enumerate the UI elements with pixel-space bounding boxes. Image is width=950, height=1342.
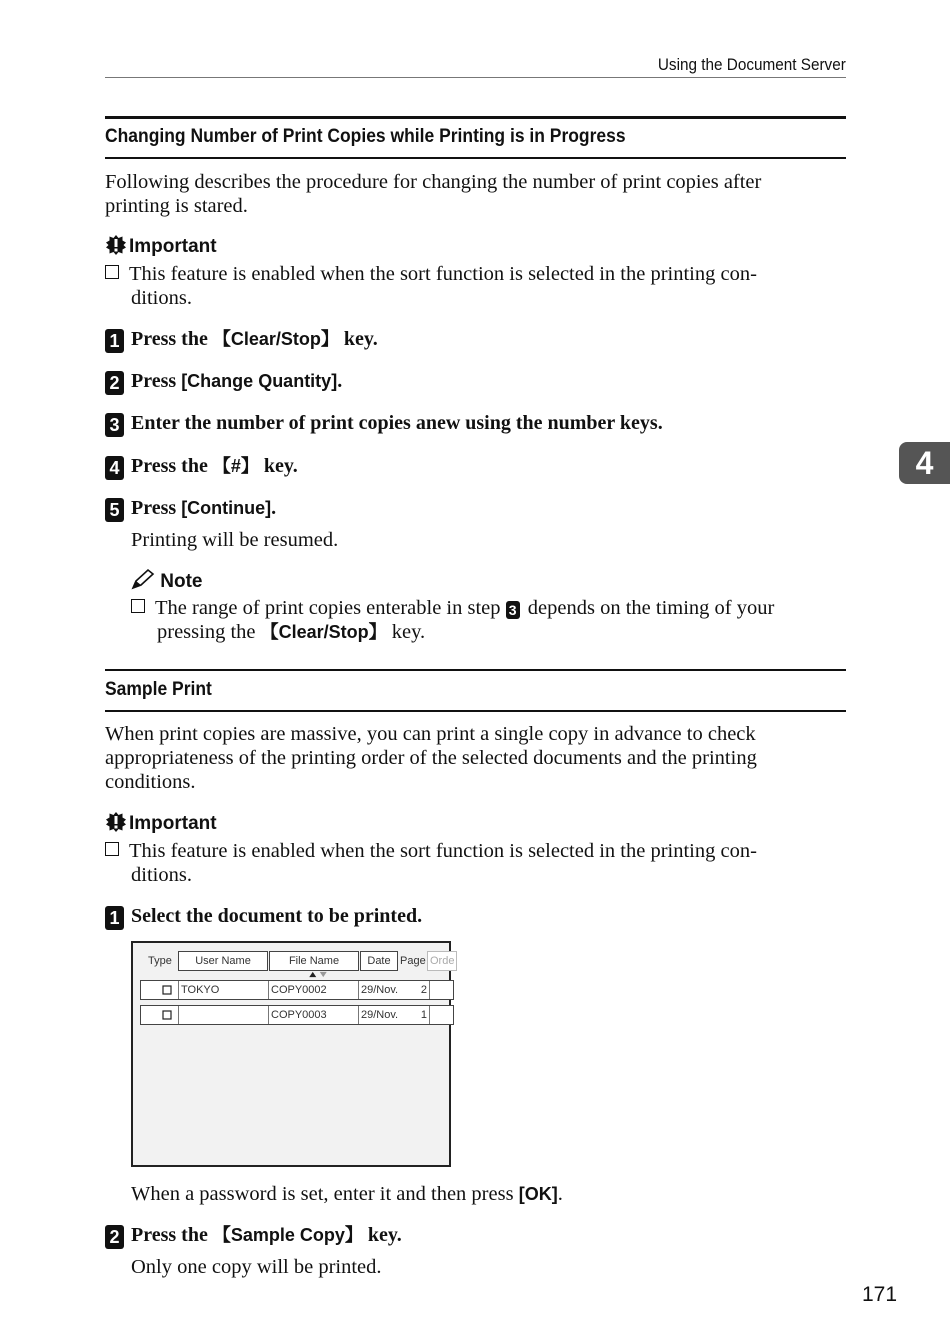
- intro-line: appropriateness of the printing order of the selected documents and the printing: [105, 747, 757, 769]
- note-text: depends on the timing of your: [522, 597, 775, 619]
- important-text: This feature is enabled when the sort function is selected in the printing con-: [129, 840, 757, 862]
- step-number-icon: 3: [105, 413, 124, 437]
- document-icon: [162, 1010, 172, 1020]
- step-text: key.: [258, 455, 298, 477]
- chapter-tab: 4: [899, 442, 950, 484]
- step-number-icon: 2: [105, 1225, 124, 1249]
- intro-line: Following describes the procedure for changing the number of print copies after: [105, 171, 762, 193]
- order-column-header[interactable]: Orde: [427, 951, 457, 971]
- intro-line: conditions.: [105, 771, 196, 793]
- date-cell: 29/Nov.: [358, 1006, 401, 1024]
- step-text: Select the document to be printed.: [131, 905, 423, 927]
- result-text: Only one copy will be printed.: [131, 1256, 382, 1278]
- user-name-cell: TOKYO: [178, 981, 267, 999]
- step-4: [105, 453, 298, 480]
- important-item: [105, 839, 850, 887]
- intro-line: When print copies are massive, you can print a single copy in advance to check: [105, 723, 756, 745]
- step-select-document: [105, 903, 422, 930]
- document-list-screenshot: [131, 941, 455, 1167]
- user-name-column-header[interactable]: User Name: [178, 951, 268, 971]
- change-quantity-key: [Change Quantity]: [181, 371, 338, 391]
- user-name-cell: [178, 1006, 267, 1024]
- section-top-rule: [105, 116, 846, 119]
- intro-paragraph: [105, 170, 850, 218]
- clear-stop-key: 【Clear/Stop】: [260, 622, 387, 642]
- note-text: The range of print copies enterable in step: [155, 597, 506, 619]
- step-number-icon: 2: [105, 371, 124, 395]
- important-heading: [105, 234, 217, 258]
- continue-key: [Continue]: [181, 498, 272, 518]
- page-number: 171: [862, 1283, 898, 1306]
- date-cell: 29/Nov.: [358, 981, 401, 999]
- step-2: [105, 368, 342, 395]
- step-text: Enter the number of print copies anew using the number keys.: [131, 412, 663, 434]
- checkbox-icon: [105, 842, 119, 856]
- section-bottom-rule: [105, 710, 846, 712]
- running-title: Using the Document Server: [658, 55, 846, 74]
- step-text: key.: [338, 328, 378, 350]
- important-icon: [105, 811, 127, 833]
- note-text: key.: [386, 621, 426, 643]
- step-text: Press the: [131, 328, 213, 350]
- password-text: When a password is set, enter it and then press: [131, 1183, 519, 1205]
- step-text: Press: [131, 497, 182, 519]
- step-1: [105, 326, 378, 353]
- section-heading: Changing Number of Print Copies while Printing is in Progress: [105, 126, 626, 147]
- checkbox-icon: [131, 599, 145, 613]
- file-name-cell: COPY0002: [268, 981, 357, 999]
- intro-line: printing is stared.: [105, 195, 248, 217]
- step-number-icon: 5: [105, 498, 124, 522]
- table-row[interactable]: [140, 1005, 454, 1025]
- important-item: [105, 262, 850, 310]
- clear-stop-key: 【Clear/Stop】: [212, 329, 339, 349]
- table-row[interactable]: [140, 980, 454, 1000]
- date-column-header[interactable]: Date: [360, 951, 398, 971]
- important-label: Important: [129, 813, 217, 834]
- step-text: .: [337, 370, 343, 392]
- page-cell: 2: [403, 981, 430, 999]
- step-text: Press the: [131, 1224, 213, 1246]
- step-sample-copy: [105, 1222, 402, 1249]
- file-name-cell: COPY0003: [268, 1006, 357, 1024]
- important-icon: [105, 234, 127, 256]
- intro-paragraph: [105, 722, 850, 794]
- col-type-label: Type: [148, 955, 172, 967]
- note-text: pressing the: [157, 621, 261, 643]
- file-name-column-header[interactable]: File Name: [269, 951, 359, 971]
- resume-text: Printing will be resumed.: [131, 529, 339, 551]
- step-text: key.: [362, 1224, 402, 1246]
- password-instruction: [131, 1182, 563, 1206]
- checkbox-icon: [105, 265, 119, 279]
- step-number-icon: 4: [105, 456, 124, 480]
- sample-copy-key: 【Sample Copy】: [212, 1225, 363, 1245]
- step-number-icon: 1: [105, 906, 124, 930]
- note-heading: [131, 568, 203, 593]
- sort-arrows-icon: [308, 971, 328, 978]
- ok-key: [OK]: [518, 1184, 558, 1204]
- section-heading: Sample Print: [105, 679, 212, 700]
- step-number-icon: 1: [105, 329, 124, 353]
- header-rule: [105, 77, 846, 78]
- important-text: This feature is enabled when the sort function is selected in the printing con-: [129, 263, 757, 285]
- section-top-rule: [105, 669, 846, 671]
- hash-key: 【#】: [212, 456, 259, 476]
- important-label: Important: [129, 236, 217, 257]
- document-icon: [162, 985, 172, 995]
- note-item: [131, 596, 851, 644]
- password-text: .: [557, 1183, 563, 1205]
- page-cell: 1: [403, 1006, 430, 1024]
- step-5: [105, 495, 276, 522]
- step-text: Press the: [131, 455, 213, 477]
- col-page-label: Page: [400, 955, 426, 967]
- note-label: Note: [160, 571, 203, 592]
- important-text: ditions.: [131, 287, 192, 309]
- step-3: [105, 410, 663, 437]
- important-text: ditions.: [131, 864, 192, 886]
- step-text: Press: [131, 370, 182, 392]
- section-bottom-rule: [105, 157, 846, 159]
- step-ref-icon: 3: [506, 601, 520, 619]
- important-heading: [105, 811, 217, 835]
- step-text: .: [271, 497, 277, 519]
- pencil-icon: [131, 568, 155, 590]
